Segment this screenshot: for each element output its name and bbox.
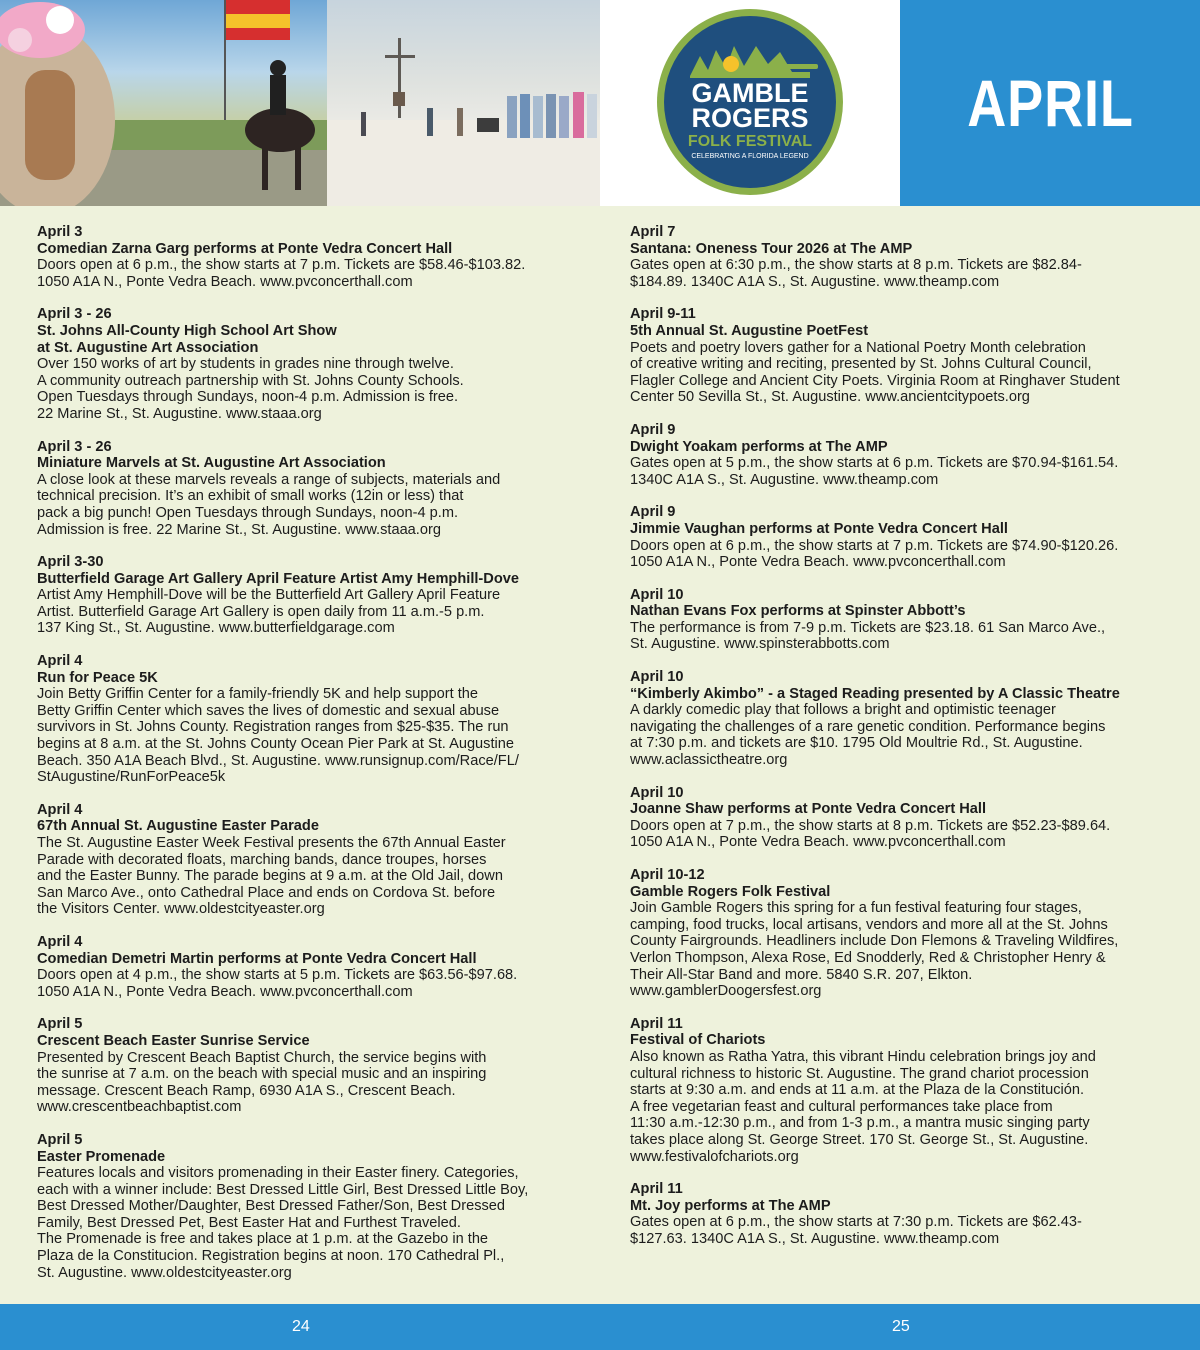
logo-line3: FOLK FESTIVAL (687, 133, 813, 150)
event-item (37, 802, 582, 918)
event-date: April 4 (37, 801, 83, 818)
event-description: The St. Augustine Easter Week Festival presents the 67th Annual Easter Parade with decorated floats, marching bands, dance troupes, horses and the Easter Bunny. The parade begins at 9 a.m. at the Old Jail, down San Marco Ave., onto Cathedral Place and ends on Cordova St. before the Visitors Center. www.oldestcityeaster.org (37, 835, 506, 918)
event-description: Doors open at 4 p.m., the show starts at 5 p.m. Tickets are $63.56-$97.68. 1050 A1A N., Ponte Vedra Beach. www.pvconcerthall.com (37, 967, 518, 1000)
event-item (630, 867, 1175, 1000)
event-description: Gates open at 6 p.m., the show starts at 7:30 p.m. Tickets are $62.43- $127.63. 1340C A1A S., St. Augustine. www.theamp.com (630, 1214, 1082, 1247)
event-description: Doors open at 6 p.m., the show starts at 7 p.m. Tickets are $74.90-$120.26. 1050 A1A N., Ponte Vedra Beach. www.pvconcerthall.com (630, 537, 1119, 571)
event-date: April 7 (630, 224, 676, 240)
event-title: Nathan Evans Fox performs at Spinster Abbott’s (630, 603, 966, 620)
event-date: April 9 (630, 421, 676, 438)
festival-logo-box (600, 0, 900, 206)
event-title: St. Johns All-County High School Art Show at St. Augustine Art Association (37, 322, 337, 356)
sunrise-service-photo (327, 0, 600, 206)
event-description: Doors open at 6 p.m., the show starts at 7 p.m. Tickets are $58.46-$103.82. 1050 A1A N., Ponte Vedra Beach. www.pvconcerthall.com (37, 257, 526, 290)
event-date: April 4 (37, 653, 83, 670)
event-title: Gamble Rogers Folk Festival (630, 883, 831, 900)
event-title: Mt. Joy performs at The AMP (630, 1197, 831, 1214)
month-title: APRIL (966, 66, 1134, 140)
event-item (630, 306, 1175, 406)
event-title: Festival of Chariots (630, 1032, 766, 1049)
event-title: 5th Annual St. Augustine PoetFest (630, 322, 869, 339)
event-date: April 5 (37, 1131, 83, 1148)
event-item (630, 224, 1175, 290)
event-date: April 10 (630, 784, 684, 801)
event-item (37, 1016, 582, 1116)
event-item (37, 439, 582, 539)
event-description: Join Gamble Rogers this spring for a fun festival featuring four stages, camping, food trucks, local artisans, vendors and more all at the St. Johns County Fairgrounds. Headliners include Don Flemons & Traveling Wildfires, Verlon Thompson, Alexa Rose, Ed Snodderly, Red & Christopher Henry & Their All-Star Band and more. 5840 S.R. 207, Elkton. www.gamblerDoogersfest.org (630, 900, 1119, 1000)
event-title: Easter Promenade (37, 1148, 166, 1165)
event-item (630, 669, 1175, 769)
event-title: Jimmie Vaughan performs at Ponte Vedra Concert Hall (630, 520, 1008, 537)
event-description: Over 150 works of art by students in grades nine through twelve. A community outreach partnership with St. Johns County Schools. Open Tuesdays through Sundays, noon-4 p.m. Admission is free. 22 Marine St., St. Augustine. www.staaa.org (37, 356, 464, 422)
event-title: Comedian Demetri Martin performs at Ponte Vedra Concert Hall (37, 950, 477, 967)
header-banner (0, 0, 1200, 206)
event-title: Miniature Marvels at St. Augustine Art Association (37, 455, 386, 472)
event-description: A darkly comedic play that follows a bright and optimistic teenager navigating the challenges of a rare genetic condition. Performance begins at 7:30 p.m. and tickets are $10. 1795 Old Moultrie Rd., St. Augustine. www.aclassictheatre.org (630, 702, 1106, 769)
event-date: April 10 (630, 669, 684, 686)
event-description: Artist Amy Hemphill-Dove will be the Butterfield Art Gallery April Feature Artist. Butterfield Garage Art Gallery is open daily from 11 a.m.-5 p.m. 137 King St., St. Augustine. www.butterfieldgarage.com (37, 587, 501, 637)
event-date: April 3 - 26 (37, 306, 112, 323)
event-date: April 9 (630, 504, 676, 521)
event-title: Santana: Oneness Tour 2026 at The AMP (630, 240, 913, 257)
event-date: April 3 - 26 (37, 438, 112, 455)
month-banner (900, 0, 1200, 206)
event-description: Poets and poetry lovers gather for a National Poetry Month celebration of creative writing and reciting, presented by St. Johns Cultural Council, Flagler College and Ancient City Poets. Virginia Room at Ringhaver Student Center 50 Sevilla St., St. Augustine. www.ancientcitypoets.org (630, 339, 1120, 406)
event-item (630, 422, 1175, 488)
event-description: The performance is from 7-9 p.m. Tickets are $23.18. 61 San Marco Ave., St. Augustine. www.spinsterabbotts.com (630, 619, 1106, 653)
event-date: April 10 (630, 586, 684, 603)
event-item (37, 934, 582, 1000)
event-item (630, 785, 1175, 851)
left-column (37, 224, 582, 1297)
event-item (37, 224, 582, 290)
event-item (630, 1181, 1175, 1247)
logo-line1: GAMBLE (691, 78, 809, 108)
event-date: April 9-11 (630, 306, 696, 323)
event-title: Run for Peace 5K (37, 669, 158, 686)
event-description: Features locals and visitors promenading in their Easter finery. Categories, each with a winner include: Best Dressed Little Girl, Best Dressed Little Boy, Best Dressed Mother/Daughter, Best Dressed Father/Son, Best Dressed Family, Best Dressed Pet, Best Easter Hat and Furthest Traveled. The Promenade is free and takes place at 1 p.m. at the Gazebo in the Plaza de la Constitucion. Registration begins at noon. 170 Cathedral Pl., St. Augustine. www.oldestcityeaster.org (37, 1165, 529, 1281)
event-title: Butterfield Garage Art Gallery April Feature Artist Amy Hemphill-Dove (37, 570, 519, 587)
event-date: April 11 (630, 1015, 683, 1032)
event-item (37, 306, 582, 422)
sunrise-illustration (327, 0, 600, 206)
event-title: “Kimberly Akimbo” - a Staged Reading presented by A Classic Theatre (630, 685, 1120, 702)
page-number-right: 25 (892, 1318, 910, 1335)
event-title: Joanne Shaw performs at Ponte Vedra Concert Hall (630, 801, 987, 818)
event-item (630, 587, 1175, 653)
event-title: 67th Annual St. Augustine Easter Parade (37, 818, 319, 835)
event-description: Gates open at 5 p.m., the show starts at 6 p.m. Tickets are $70.94-$161.54. 1340C A1A S., St. Augustine. www.theamp.com (630, 455, 1119, 488)
parade-photo (0, 0, 327, 206)
event-date: April 3-30 (37, 554, 104, 571)
event-item (37, 1132, 582, 1281)
event-item (37, 554, 582, 637)
logo-tagline: CELEBRATING A FLORIDA LEGEND (691, 153, 809, 160)
parade-illustration (0, 0, 327, 206)
event-description: Presented by Crescent Beach Baptist Church, the service begins with the sunrise at 7 a.m. on the beach with special music and an inspiring message. Crescent Beach Ramp, 6930 A1A S., Crescent Beach. www.crescentbeachbaptist.com (37, 1049, 487, 1116)
event-description: Join Betty Griffin Center for a family-friendly 5K and help support the Betty Griffin Center which saves the lives of domestic and sexual abuse survivors in St. Johns County. Registration ranges from $25-$35. The run begins at 8 a.m. at the St. Johns County Ocean Pier Park at St. Augustine Beach. 350 A1A Beach Blvd., St. Augustine. www.runsignup.com/Race/FL/ StAugustine/RunForPeace5k (37, 686, 519, 786)
event-title: Crescent Beach Easter Sunrise Service (37, 1032, 310, 1049)
logo-line2: ROGERS (691, 103, 809, 133)
event-description: Doors open at 7 p.m., the show starts at 8 p.m. Tickets are $52.23-$89.64. 1050 A1A N., Ponte Vedra Beach. www.pvconcerthall.com (630, 817, 1111, 851)
page-number-left: 24 (292, 1318, 310, 1335)
event-item (37, 653, 582, 786)
footer-bar (0, 1304, 1200, 1350)
event-item (630, 1016, 1175, 1165)
event-description: Gates open at 6:30 p.m., the show starts at 8 p.m. Tickets are $82.84- $184.89. 1340C A1A S., St. Augustine. www.theamp.com (630, 257, 1082, 290)
event-title: Comedian Zarna Garg performs at Ponte Vedra Concert Hall (37, 240, 453, 257)
event-date: April 10-12 (630, 867, 705, 883)
event-date: April 5 (37, 1016, 83, 1033)
event-date: April 4 (37, 933, 83, 950)
event-description: Also known as Ratha Yatra, this vibrant Hindu celebration brings joy and cultural richness to historic St. Augustine. The grand chariot procession starts at 9:30 a.m. and ends at 11 a.m. at the Plaza de la Constitución. A free vegetarian feast and cultural performances take place from 11:30 a.m.-12:30 p.m., and from 1-3 p.m., a mantra music singing party takes place along St. George Street. 170 St. George St., St. Augustine. www.festivalofchariots.org (630, 1048, 1096, 1165)
right-column (630, 224, 1175, 1263)
event-title: Dwight Yoakam performs at The AMP (630, 438, 888, 455)
event-date: April 3 (37, 224, 83, 240)
event-date: April 11 (630, 1181, 683, 1198)
event-item (630, 504, 1175, 570)
event-description: A close look at these marvels reveals a range of subjects, materials and technical precision. It’s an exhibit of small works (12in or less) that pack a big punch! Open Tuesdays through Sundays, noon-4 p.m. Admission is free. 22 Marine St., St. Augustine. www.staaa.org (37, 471, 501, 538)
gamble-rogers-logo (600, 0, 900, 206)
